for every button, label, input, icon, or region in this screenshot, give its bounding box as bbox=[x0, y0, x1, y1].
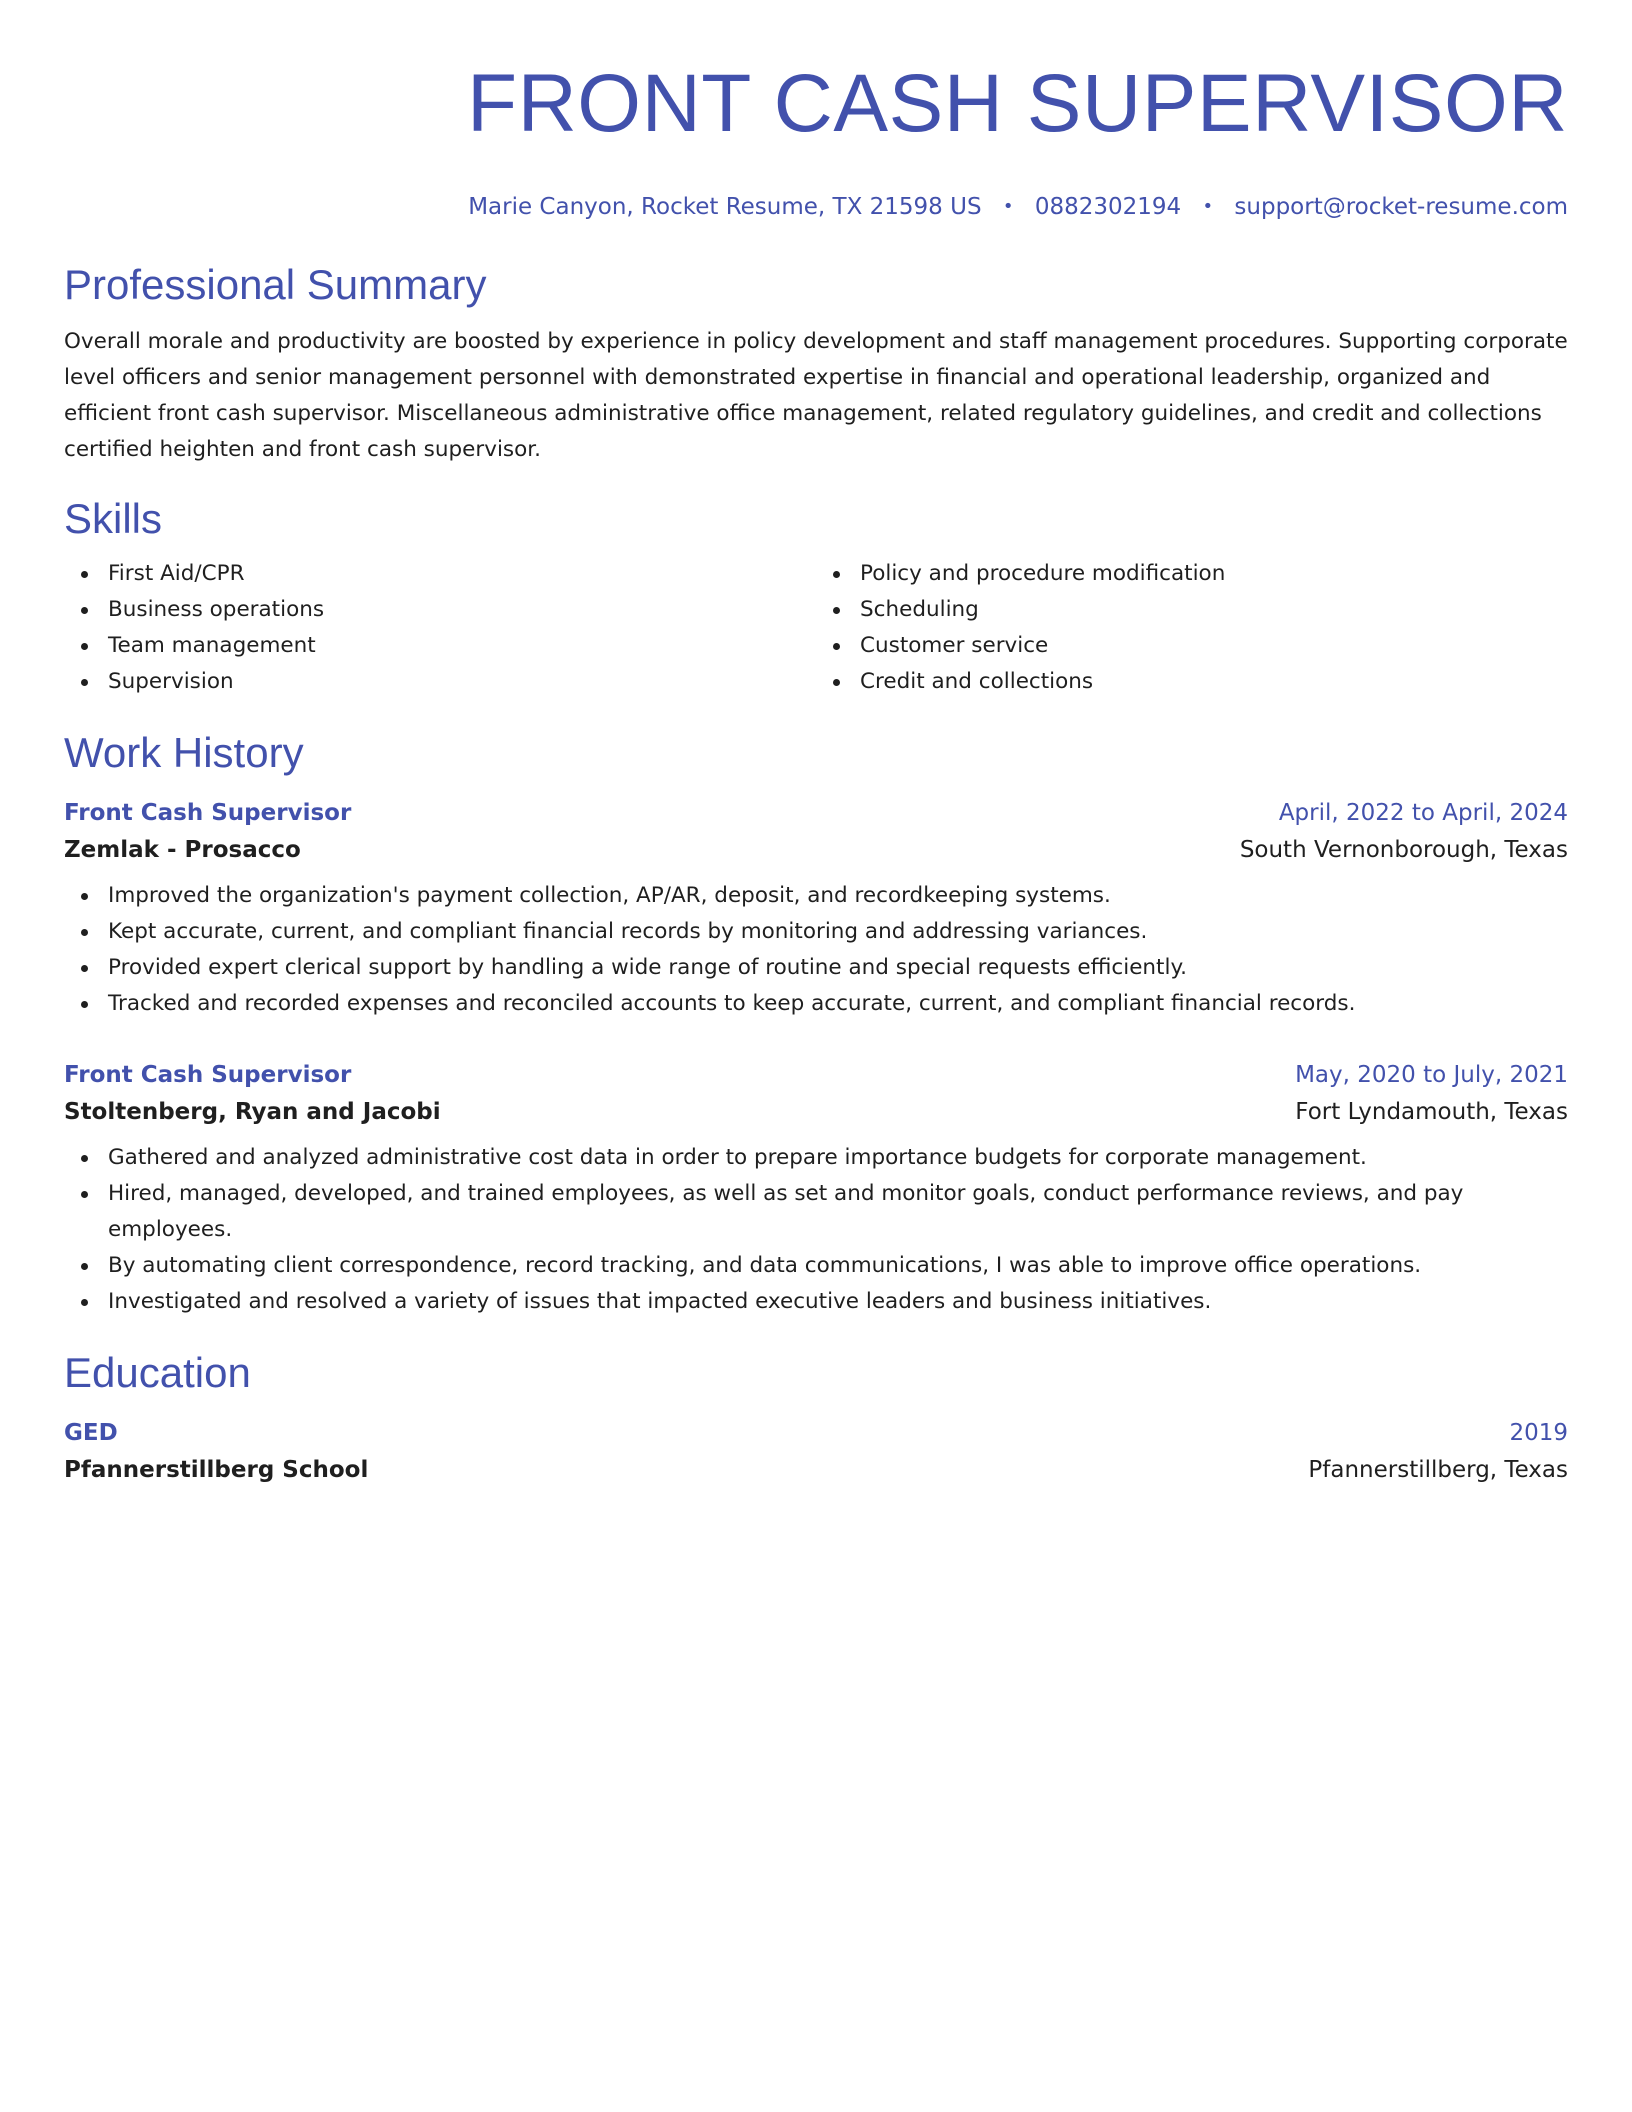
work-history-section bbox=[64, 728, 1568, 1320]
job-company-row bbox=[64, 1090, 1568, 1130]
job-bullets bbox=[64, 878, 1568, 1022]
skill-item: Credit and collections bbox=[860, 664, 1568, 700]
job-role: Front Cash Supervisor bbox=[64, 1062, 352, 1088]
job-bullet: Gathered and analyzed administrative cost data in order to prepare importance budgets for corporate management. bbox=[108, 1140, 1568, 1176]
job-company: Zemlak - Prosacco bbox=[64, 837, 301, 863]
skill-item: Scheduling bbox=[860, 592, 1568, 628]
education-section bbox=[64, 1348, 1568, 1488]
education-year: 2019 bbox=[1509, 1420, 1568, 1446]
skill-item: Customer service bbox=[860, 628, 1568, 664]
education-school-row bbox=[64, 1448, 1568, 1488]
skill-item: Team management bbox=[108, 628, 816, 664]
job-bullet: Provided expert clerical support by handling a wide range of routine and special requests efficiently. bbox=[108, 950, 1568, 986]
skill-item: Supervision bbox=[108, 664, 816, 700]
education-school: Pfannerstillberg School bbox=[64, 1457, 369, 1483]
skills-column-left bbox=[64, 556, 816, 700]
job-header-row bbox=[64, 1060, 1568, 1090]
education-heading: Education bbox=[64, 1349, 251, 1396]
job-location: South Vernonborough, Texas bbox=[1239, 837, 1568, 863]
job-dates: May, 2020 to July, 2021 bbox=[1295, 1062, 1568, 1088]
contact-separator: • bbox=[1202, 196, 1214, 217]
resume-header bbox=[64, 56, 1568, 222]
education-header-row bbox=[64, 1418, 1568, 1448]
summary-text: Overall morale and productivity are boosted by experience in policy development and staff management procedures. Supporting corporate level officers and senior management personnel with demonstrated expertise in financial and operational leadership, organized and efficient front cash supervisor. Miscellaneous administrative office management, related regulatory guidelines, and credit and collections certified heighten and front cash supervisor. bbox=[64, 329, 1568, 462]
summary-heading: Professional Summary bbox=[64, 261, 487, 308]
job-bullet: Hired, managed, developed, and trained employees, as well as set and monitor goals, conduct performance reviews, and pay employees. bbox=[108, 1176, 1568, 1248]
contact-separator: • bbox=[1002, 196, 1014, 217]
contact-address: Marie Canyon, Rocket Resume, TX 21598 US bbox=[468, 194, 982, 220]
contact-phone[interactable]: 0882302194 bbox=[1034, 194, 1182, 220]
education-location: Pfannerstillberg, Texas bbox=[1308, 1457, 1568, 1483]
job-company-row bbox=[64, 828, 1568, 868]
job-location: Fort Lyndamouth, Texas bbox=[1295, 1099, 1568, 1125]
job-bullets bbox=[64, 1140, 1568, 1320]
job-entry bbox=[64, 798, 1568, 1022]
work-history-heading: Work History bbox=[64, 729, 304, 776]
job-company: Stoltenberg, Ryan and Jacobi bbox=[64, 1099, 441, 1125]
skills-section bbox=[64, 494, 1568, 700]
skills-grid bbox=[64, 556, 1568, 700]
skill-item: Business operations bbox=[108, 592, 816, 628]
job-bullet: By automating client correspondence, record tracking, and data communications, I was able to improve office operations. bbox=[108, 1248, 1568, 1284]
candidate-title: FRONT CASH SUPERVISOR bbox=[466, 58, 1568, 149]
contact-line bbox=[64, 192, 1568, 222]
job-bullet: Kept accurate, current, and compliant financial records by monitoring and addressing variances. bbox=[108, 914, 1568, 950]
job-bullet: Improved the organization's payment collection, AP/AR, deposit, and recordkeeping systems. bbox=[108, 878, 1568, 914]
skills-heading: Skills bbox=[64, 495, 163, 542]
job-entry bbox=[64, 1060, 1568, 1320]
job-dates: April, 2022 to April, 2024 bbox=[1278, 800, 1568, 826]
job-role: Front Cash Supervisor bbox=[64, 800, 352, 826]
education-degree: GED bbox=[64, 1420, 118, 1446]
job-bullet: Tracked and recorded expenses and reconciled accounts to keep accurate, current, and compliant financial records. bbox=[108, 986, 1568, 1022]
job-bullet: Investigated and resolved a variety of issues that impacted executive leaders and business initiatives. bbox=[108, 1284, 1568, 1320]
skill-item: Policy and procedure modification bbox=[860, 556, 1568, 592]
education-entry bbox=[64, 1418, 1568, 1488]
job-header-row bbox=[64, 798, 1568, 828]
skill-item: First Aid/CPR bbox=[108, 556, 816, 592]
contact-email[interactable]: support@rocket-resume.com bbox=[1234, 194, 1568, 220]
summary-section bbox=[64, 260, 1568, 468]
skills-column-right bbox=[816, 556, 1568, 700]
